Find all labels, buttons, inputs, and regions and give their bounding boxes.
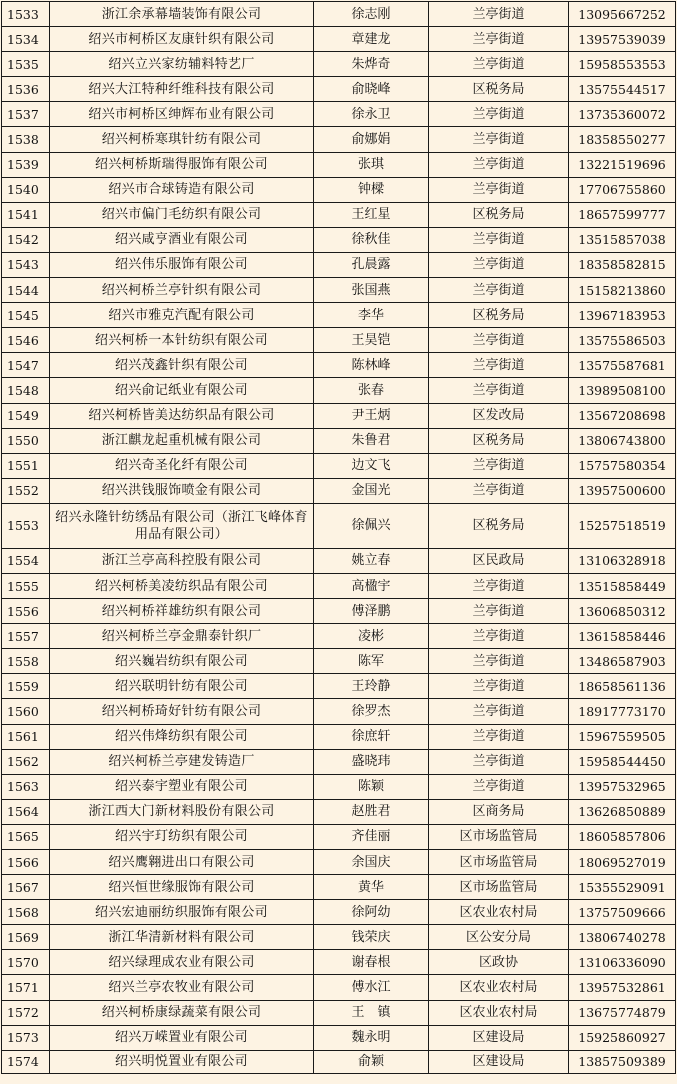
- responsible-department: 区发改局: [429, 403, 569, 428]
- responsible-department: 区农业农村局: [429, 975, 569, 1000]
- contact-person: 钱荣庆: [314, 925, 429, 950]
- table-row: [2, 1025, 676, 1050]
- row-number: 1560: [2, 699, 50, 724]
- company-name: 浙江西大门新材料股份有限公司: [50, 799, 314, 824]
- row-number: 1553: [2, 503, 50, 548]
- row-number: 1549: [2, 403, 50, 428]
- table-row: [2, 328, 676, 353]
- contact-person: 徐罗杰: [314, 699, 429, 724]
- enterprise-contact-table: [1, 1, 676, 1074]
- contact-person: 王红星: [314, 202, 429, 227]
- responsible-department: 兰亭街道: [429, 624, 569, 649]
- contact-person: 凌彬: [314, 624, 429, 649]
- contact-person: 徐庶轩: [314, 724, 429, 749]
- row-number: 1558: [2, 649, 50, 674]
- contact-person: 俞颖: [314, 1050, 429, 1073]
- company-name: 绍兴宏迪丽纺织服饰有限公司: [50, 900, 314, 925]
- company-name: 绍兴兰亭农牧业有限公司: [50, 975, 314, 1000]
- responsible-department: 区税务局: [429, 428, 569, 453]
- table-row: [2, 875, 676, 900]
- contact-person: 边文飞: [314, 453, 429, 478]
- phone-number: 13221519696: [569, 152, 676, 177]
- company-name: 绍兴明悦置业有限公司: [50, 1050, 314, 1073]
- contact-person: 李华: [314, 303, 429, 328]
- company-name: 绍兴咸亨酒业有限公司: [50, 227, 314, 252]
- table-row: [2, 252, 676, 277]
- table-row: [2, 900, 676, 925]
- contact-person: 俞晓峰: [314, 77, 429, 102]
- company-name: 绍兴柯桥斯瑞得服饰有限公司: [50, 152, 314, 177]
- contact-person: 俞娜娟: [314, 127, 429, 152]
- table-row: [2, 77, 676, 102]
- phone-number: 13626850889: [569, 799, 676, 824]
- table-row: [2, 353, 676, 378]
- contact-person: 徐永卫: [314, 102, 429, 127]
- responsible-department: 区税务局: [429, 77, 569, 102]
- responsible-department: 兰亭街道: [429, 177, 569, 202]
- contact-person: 章建龙: [314, 27, 429, 52]
- table-row: [2, 152, 676, 177]
- phone-number: 13806740278: [569, 925, 676, 950]
- table-row: [2, 1000, 676, 1025]
- row-number: 1574: [2, 1050, 50, 1073]
- row-number: 1544: [2, 278, 50, 303]
- phone-number: 13675774879: [569, 1000, 676, 1025]
- responsible-department: 区税务局: [429, 303, 569, 328]
- responsible-department: 兰亭街道: [429, 52, 569, 77]
- responsible-department: 兰亭街道: [429, 453, 569, 478]
- table-row: [2, 278, 676, 303]
- contact-person: 朱烨奇: [314, 52, 429, 77]
- row-number: 1539: [2, 152, 50, 177]
- table-row: [2, 950, 676, 975]
- phone-number: 15355529091: [569, 875, 676, 900]
- phone-number: 18657599777: [569, 202, 676, 227]
- row-number: 1540: [2, 177, 50, 202]
- contact-person: 陈颖: [314, 774, 429, 799]
- row-number: 1563: [2, 774, 50, 799]
- company-name: 绍兴恒世缘服饰有限公司: [50, 875, 314, 900]
- company-name: 绍兴伟烽纺织有限公司: [50, 724, 314, 749]
- row-number: 1548: [2, 378, 50, 403]
- row-number: 1550: [2, 428, 50, 453]
- company-name: 绍兴联明针纺有限公司: [50, 674, 314, 699]
- phone-number: 13486587903: [569, 649, 676, 674]
- contact-person: 谢春根: [314, 950, 429, 975]
- company-name: 浙江余承幕墙装饰有限公司: [50, 2, 314, 27]
- responsible-department: 区民政局: [429, 548, 569, 573]
- row-number: 1557: [2, 624, 50, 649]
- phone-number: 15757580354: [569, 453, 676, 478]
- phone-number: 13606850312: [569, 599, 676, 624]
- responsible-department: 区市场监管局: [429, 875, 569, 900]
- responsible-department: 区政协: [429, 950, 569, 975]
- row-number: 1556: [2, 599, 50, 624]
- company-name: 绍兴柯桥祥雄纺织有限公司: [50, 599, 314, 624]
- phone-number: 13515857038: [569, 227, 676, 252]
- contact-person: 王昊铠: [314, 328, 429, 353]
- phone-number: 13989508100: [569, 378, 676, 403]
- contact-person: 赵胜君: [314, 799, 429, 824]
- row-number: 1555: [2, 573, 50, 598]
- phone-number: 15958544450: [569, 749, 676, 774]
- contact-person: 徐志刚: [314, 2, 429, 27]
- phone-number: 13515858449: [569, 573, 676, 598]
- phone-number: 13106336090: [569, 950, 676, 975]
- company-name: 绍兴市雅克汽配有限公司: [50, 303, 314, 328]
- contact-person: 张国燕: [314, 278, 429, 303]
- phone-number: 13567208698: [569, 403, 676, 428]
- table-row: [2, 428, 676, 453]
- table-row: [2, 202, 676, 227]
- phone-number: 13575586503: [569, 328, 676, 353]
- phone-number: 13957532861: [569, 975, 676, 1000]
- company-name: 绍兴柯桥寒琪针纺有限公司: [50, 127, 314, 152]
- row-number: 1573: [2, 1025, 50, 1050]
- table-row: [2, 674, 676, 699]
- contact-person: 黄华: [314, 875, 429, 900]
- responsible-department: 兰亭街道: [429, 573, 569, 598]
- company-name: 绍兴立兴家纺辅料特艺厂: [50, 52, 314, 77]
- row-number: 1566: [2, 850, 50, 875]
- phone-number: 13957500600: [569, 478, 676, 503]
- company-name: 绍兴俞记纸业有限公司: [50, 378, 314, 403]
- phone-number: 13957539039: [569, 27, 676, 52]
- responsible-department: 区商务局: [429, 799, 569, 824]
- row-number: 1564: [2, 799, 50, 824]
- company-name: 绍兴市合球铸造有限公司: [50, 177, 314, 202]
- responsible-department: 兰亭街道: [429, 749, 569, 774]
- phone-number: 18358582815: [569, 252, 676, 277]
- responsible-department: 兰亭街道: [429, 478, 569, 503]
- company-name: 绍兴柯桥康绿蔬菜有限公司: [50, 1000, 314, 1025]
- table-row: [2, 824, 676, 849]
- contact-person: 陈林峰: [314, 353, 429, 378]
- row-number: 1546: [2, 328, 50, 353]
- responsible-department: 兰亭街道: [429, 599, 569, 624]
- row-number: 1552: [2, 478, 50, 503]
- table-row: [2, 1050, 676, 1073]
- company-name: 绍兴大江特种纤维科技有限公司: [50, 77, 314, 102]
- table-row: [2, 378, 676, 403]
- phone-number: 13106328918: [569, 548, 676, 573]
- table-row: [2, 799, 676, 824]
- phone-number: 18917773170: [569, 699, 676, 724]
- phone-number: 13095667252: [569, 2, 676, 27]
- responsible-department: 区农业农村局: [429, 1000, 569, 1025]
- company-name: 绍兴万嵘置业有限公司: [50, 1025, 314, 1050]
- table-row: [2, 624, 676, 649]
- row-number: 1537: [2, 102, 50, 127]
- table-body: [2, 2, 676, 1074]
- responsible-department: 兰亭街道: [429, 127, 569, 152]
- table-row: [2, 774, 676, 799]
- row-number: 1542: [2, 227, 50, 252]
- row-number: 1554: [2, 548, 50, 573]
- table-row: [2, 303, 676, 328]
- contact-person: 王玲静: [314, 674, 429, 699]
- row-number: 1571: [2, 975, 50, 1000]
- responsible-department: 兰亭街道: [429, 278, 569, 303]
- company-name: 绍兴绿理成农业有限公司: [50, 950, 314, 975]
- phone-number: 15925860927: [569, 1025, 676, 1050]
- contact-person: 徐秋佳: [314, 227, 429, 252]
- company-name: 绍兴市偏门毛纺织有限公司: [50, 202, 314, 227]
- contact-person: 张琪: [314, 152, 429, 177]
- contact-person: 徐佩兴: [314, 503, 429, 548]
- phone-number: 13575544517: [569, 77, 676, 102]
- table-row: [2, 749, 676, 774]
- contact-person: 傅泽鹏: [314, 599, 429, 624]
- row-number: 1536: [2, 77, 50, 102]
- row-number: 1569: [2, 925, 50, 950]
- table-row: [2, 573, 676, 598]
- table-row: [2, 649, 676, 674]
- company-name: 绍兴市柯桥区友康针织有限公司: [50, 27, 314, 52]
- contact-person: 朱鲁君: [314, 428, 429, 453]
- phone-number: 13735360072: [569, 102, 676, 127]
- row-number: 1534: [2, 27, 50, 52]
- contact-person: 余国庆: [314, 850, 429, 875]
- company-name: 绍兴伟乐服饰有限公司: [50, 252, 314, 277]
- row-number: 1545: [2, 303, 50, 328]
- responsible-department: 区税务局: [429, 202, 569, 227]
- table-row: [2, 2, 676, 27]
- phone-number: 13806743800: [569, 428, 676, 453]
- company-name: 绍兴宇玎纺织有限公司: [50, 824, 314, 849]
- row-number: 1535: [2, 52, 50, 77]
- phone-number: 15257518519: [569, 503, 676, 548]
- table-row: [2, 548, 676, 573]
- responsible-department: 兰亭街道: [429, 353, 569, 378]
- phone-number: 13857509389: [569, 1050, 676, 1073]
- table-row: [2, 403, 676, 428]
- row-number: 1559: [2, 674, 50, 699]
- company-name: 绍兴柯桥兰亭金鼎泰针织厂: [50, 624, 314, 649]
- company-name: 绍兴柯桥兰亭建发铸造厂: [50, 749, 314, 774]
- contact-person: 金国光: [314, 478, 429, 503]
- row-number: 1547: [2, 353, 50, 378]
- contact-person: 高楹宇: [314, 573, 429, 598]
- company-name: 绍兴泰宇塑业有限公司: [50, 774, 314, 799]
- responsible-department: 区建设局: [429, 1050, 569, 1073]
- table-row: [2, 52, 676, 77]
- contact-person: 徐阿幼: [314, 900, 429, 925]
- contact-person: 王 镇: [314, 1000, 429, 1025]
- company-name: 绍兴永隆针纺绣品有限公司（浙江飞峰体育用品有限公司）: [50, 503, 314, 548]
- row-number: 1565: [2, 824, 50, 849]
- phone-number: 13575587681: [569, 353, 676, 378]
- phone-number: 18069527019: [569, 850, 676, 875]
- contact-person: 孔晨露: [314, 252, 429, 277]
- row-number: 1570: [2, 950, 50, 975]
- responsible-department: 区公安分局: [429, 925, 569, 950]
- company-name: 浙江兰亭高科控股有限公司: [50, 548, 314, 573]
- phone-number: 18605857806: [569, 824, 676, 849]
- responsible-department: 兰亭街道: [429, 252, 569, 277]
- responsible-department: 兰亭街道: [429, 152, 569, 177]
- table-row: [2, 503, 676, 548]
- row-number: 1561: [2, 724, 50, 749]
- table-row: [2, 925, 676, 950]
- responsible-department: 兰亭街道: [429, 774, 569, 799]
- row-number: 1562: [2, 749, 50, 774]
- responsible-department: 兰亭街道: [429, 27, 569, 52]
- phone-number: 18358550277: [569, 127, 676, 152]
- phone-number: 18658561136: [569, 674, 676, 699]
- table-row: [2, 478, 676, 503]
- table-row: [2, 850, 676, 875]
- contact-person: 傅水江: [314, 975, 429, 1000]
- phone-number: 15958553553: [569, 52, 676, 77]
- responsible-department: 兰亭街道: [429, 227, 569, 252]
- row-number: 1543: [2, 252, 50, 277]
- contact-person: 魏永明: [314, 1025, 429, 1050]
- company-name: 绍兴柯桥一本针纺织有限公司: [50, 328, 314, 353]
- phone-number: 13757509666: [569, 900, 676, 925]
- contact-person: 张春: [314, 378, 429, 403]
- table-row: [2, 599, 676, 624]
- company-name: 绍兴巍岩纺织有限公司: [50, 649, 314, 674]
- phone-number: 13615858446: [569, 624, 676, 649]
- company-name: 浙江麒龙起重机械有限公司: [50, 428, 314, 453]
- responsible-department: 区市场监管局: [429, 850, 569, 875]
- company-name: 绍兴茂鑫针织有限公司: [50, 353, 314, 378]
- responsible-department: 区农业农村局: [429, 900, 569, 925]
- row-number: 1541: [2, 202, 50, 227]
- responsible-department: 区建设局: [429, 1025, 569, 1050]
- table-row: [2, 227, 676, 252]
- table-row: [2, 699, 676, 724]
- contact-person: 姚立春: [314, 548, 429, 573]
- responsible-department: 兰亭街道: [429, 649, 569, 674]
- phone-number: 13957532965: [569, 774, 676, 799]
- company-name: 绍兴柯桥皆美达纺织品有限公司: [50, 403, 314, 428]
- company-name: 浙江华清新材料有限公司: [50, 925, 314, 950]
- row-number: 1538: [2, 127, 50, 152]
- table-row: [2, 27, 676, 52]
- responsible-department: 兰亭街道: [429, 2, 569, 27]
- company-name: 绍兴洪钱服饰喷金有限公司: [50, 478, 314, 503]
- responsible-department: 兰亭街道: [429, 699, 569, 724]
- phone-number: 13967183953: [569, 303, 676, 328]
- responsible-department: 兰亭街道: [429, 378, 569, 403]
- row-number: 1533: [2, 2, 50, 27]
- table-row: [2, 724, 676, 749]
- row-number: 1567: [2, 875, 50, 900]
- row-number: 1568: [2, 900, 50, 925]
- responsible-department: 区税务局: [429, 503, 569, 548]
- company-name: 绍兴奇圣化纤有限公司: [50, 453, 314, 478]
- phone-number: 15158213860: [569, 278, 676, 303]
- responsible-department: 兰亭街道: [429, 674, 569, 699]
- responsible-department: 兰亭街道: [429, 328, 569, 353]
- row-number: 1572: [2, 1000, 50, 1025]
- responsible-department: 兰亭街道: [429, 724, 569, 749]
- company-name: 绍兴鹰翱进出口有限公司: [50, 850, 314, 875]
- contact-person: 盛晓玮: [314, 749, 429, 774]
- company-name: 绍兴市柯桥区绅辉布业有限公司: [50, 102, 314, 127]
- company-name: 绍兴柯桥琦好针纺有限公司: [50, 699, 314, 724]
- table-row: [2, 102, 676, 127]
- responsible-department: 兰亭街道: [429, 102, 569, 127]
- table-row: [2, 127, 676, 152]
- row-number: 1551: [2, 453, 50, 478]
- contact-person: 陈军: [314, 649, 429, 674]
- company-name: 绍兴柯桥美凌纺织品有限公司: [50, 573, 314, 598]
- table-row: [2, 177, 676, 202]
- responsible-department: 区市场监管局: [429, 824, 569, 849]
- contact-person: 齐佳丽: [314, 824, 429, 849]
- phone-number: 17706755860: [569, 177, 676, 202]
- company-name: 绍兴柯桥兰亭针织有限公司: [50, 278, 314, 303]
- contact-person: 尹王炳: [314, 403, 429, 428]
- contact-person: 钟樑: [314, 177, 429, 202]
- table-row: [2, 975, 676, 1000]
- phone-number: 15967559505: [569, 724, 676, 749]
- table-row: [2, 453, 676, 478]
